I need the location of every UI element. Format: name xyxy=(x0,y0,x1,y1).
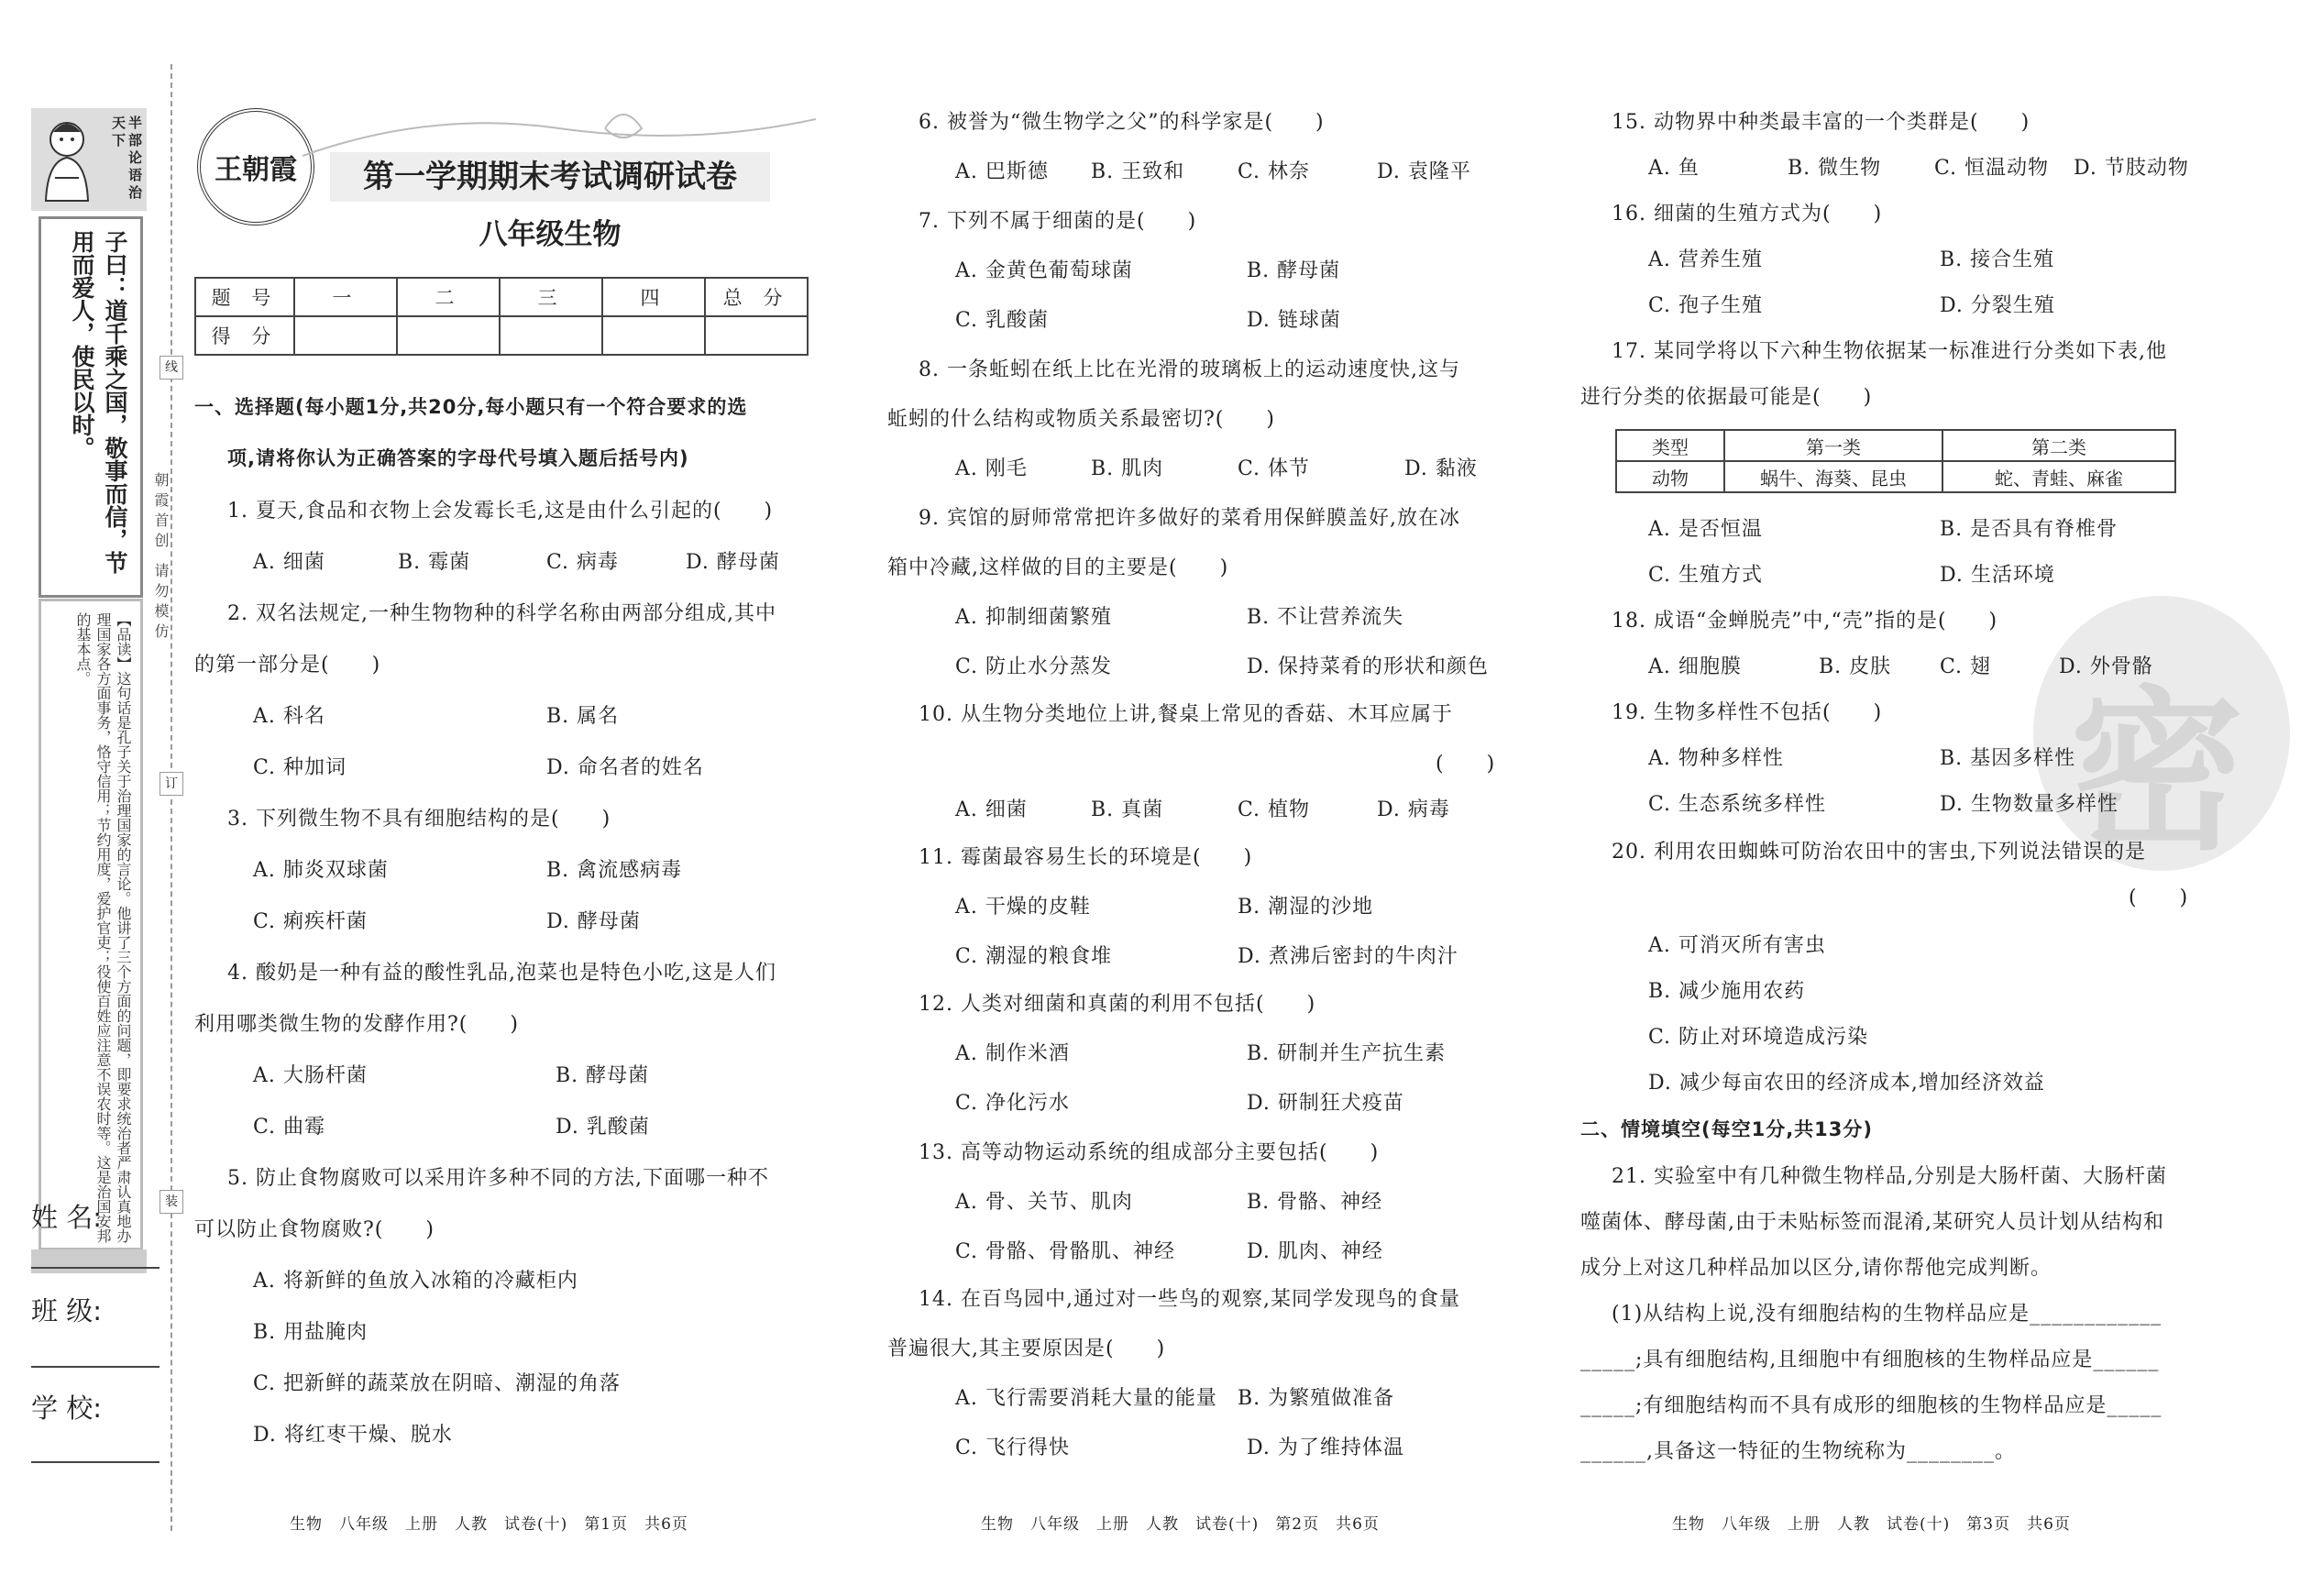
score-table xyxy=(194,277,809,356)
option[interactable]: B. 酵母菌 xyxy=(1247,259,1341,282)
table-cell: 蛇、青蛙、麻雀 xyxy=(1942,461,2175,492)
option[interactable]: C. 净化污水 xyxy=(955,1092,1071,1115)
score-table-header-row xyxy=(195,278,808,316)
question-12: 12. 人类对细菌和真菌的利用不包括( ) xyxy=(919,993,1316,1016)
question-2-cont: 的第一部分是( ) xyxy=(194,654,381,677)
option[interactable]: D. 链球菌 xyxy=(1247,309,1341,332)
option[interactable]: C. 痢疾杆菌 xyxy=(253,910,369,933)
classification-header-row xyxy=(1616,430,2175,461)
question-8-cont: 蚯蚓的什么结构或物质关系最密切?( ) xyxy=(887,408,1275,431)
page-footer: 生物 八年级 上册 人教 试卷(十) 第3页 共6页 xyxy=(1672,1515,2071,1534)
option[interactable]: B. 是否具有脊椎骨 xyxy=(1940,518,2118,541)
question-4-cont: 利用哪类微生物的发酵作用?( ) xyxy=(194,1013,519,1036)
reading-box xyxy=(39,599,143,1250)
option[interactable]: A. 物种多样性 xyxy=(1648,747,1784,770)
option[interactable]: A. 巴斯德 xyxy=(955,160,1049,183)
option[interactable]: B. 皮肤 xyxy=(1819,655,1892,678)
quote-text: 子曰：道千乘之国，敬事而信，节用而爱人，使民以时。 xyxy=(69,230,128,574)
option[interactable]: B. 真菌 xyxy=(1091,798,1164,821)
option[interactable]: C. 孢子生殖 xyxy=(1648,294,1764,317)
school-line[interactable] xyxy=(31,1461,160,1463)
option[interactable]: C. 生殖方式 xyxy=(1648,564,1764,587)
option[interactable]: D. 袁隆平 xyxy=(1377,160,1471,183)
page-footer: 生物 八年级 上册 人教 试卷(十) 第1页 共6页 xyxy=(290,1515,688,1534)
option[interactable]: A. 干燥的皮鞋 xyxy=(955,896,1091,919)
confucius-figure-icon xyxy=(35,114,99,205)
option[interactable]: D. 节肢动物 xyxy=(2074,157,2189,180)
question-6: 6. 被誉为“微生物学之父”的科学家是( ) xyxy=(919,111,1325,134)
option[interactable]: C. 防止水分蒸发 xyxy=(955,655,1113,678)
option[interactable]: D. 乳酸菌 xyxy=(556,1116,650,1139)
question-18: 18. 成语“金蝉脱壳”中,“壳”指的是( ) xyxy=(1612,610,1998,633)
option[interactable]: A. 可消灭所有害虫 xyxy=(1648,934,1826,957)
option[interactable]: C. 潮湿的粮食堆 xyxy=(955,945,1113,968)
option[interactable]: B. 王致和 xyxy=(1091,160,1185,183)
score-cell: 总 分 xyxy=(705,278,808,316)
option[interactable]: C. 体节 xyxy=(1238,457,1311,480)
brand-logo xyxy=(197,108,314,226)
class-line[interactable] xyxy=(31,1366,160,1368)
sidebar-footer-bar xyxy=(31,1249,147,1273)
option[interactable]: B. 接合生殖 xyxy=(1940,248,2055,271)
option[interactable]: A. 是否恒温 xyxy=(1648,518,1763,541)
option[interactable]: B. 基因多样性 xyxy=(1940,747,2076,770)
question-15: 15. 动物界中种类最丰富的一个类群是( ) xyxy=(1612,111,2030,134)
exam-title: 第一学期期末考试调研试卷 xyxy=(330,152,770,202)
option[interactable]: C. 乳酸菌 xyxy=(955,309,1050,332)
question-14: 14. 在百鸟园中,通过对一些鸟的观察,某同学发现鸟的食量 xyxy=(919,1288,1460,1311)
option[interactable]: A. 细菌 xyxy=(955,798,1028,821)
option[interactable]: B. 霉菌 xyxy=(398,551,471,574)
option[interactable]: A. 肺炎双球菌 xyxy=(253,859,389,882)
option[interactable]: A. 飞行需要消耗大量的能量 xyxy=(955,1387,1217,1410)
question-13: 13. 高等动物运动系统的组成部分主要包括( ) xyxy=(919,1141,1380,1164)
reading-text: 【品读】这句话是孔子关于治理国家的言论。他讲了三个方面的问题，即要求统治者严肃认真地办理国家各方面事务，恪守信用；节约用度，爱护官吏；役使百姓应注意不误农时等。这是治国安邦的基本点。 xyxy=(74,612,132,1243)
option[interactable]: C. 植物 xyxy=(1238,798,1311,821)
score-input-cell[interactable] xyxy=(705,316,808,355)
option[interactable]: D. 生活环境 xyxy=(1940,564,2055,587)
question-1: 1. 夏天,食品和衣物上会发霉长毛,这是由什么引起的( ) xyxy=(227,500,774,523)
option[interactable]: D. 减少每亩农田的经济成本,增加经济效益 xyxy=(1648,1072,2045,1095)
option[interactable]: D. 将红枣干燥、脱水 xyxy=(253,1424,453,1447)
binding-cut-line xyxy=(171,64,172,1531)
option[interactable]: D. 命名者的姓名 xyxy=(546,756,704,779)
option[interactable]: A. 营养生殖 xyxy=(1648,248,1763,271)
question-17: 17. 某同学将以下六种生物依据某一标准进行分类如下表,他 xyxy=(1612,340,2167,363)
option[interactable]: B. 研制并生产抗生素 xyxy=(1247,1042,1447,1065)
question-9-cont: 箱中冷藏,这样做的目的主要是( ) xyxy=(887,556,1229,579)
question-21-line: 成分上对这几种样品加以区分,请你帮他完成判断。 xyxy=(1580,1257,2052,1280)
option[interactable]: A. 将新鲜的鱼放入冰箱的冷藏柜内 xyxy=(253,1270,578,1293)
score-input-cell[interactable] xyxy=(602,316,705,355)
question-21: 21. 实验室中有几种微生物样品,分别是大肠杆菌、大肠杆菌 xyxy=(1612,1165,2167,1188)
question-17-cont: 进行分类的依据最可能是( ) xyxy=(1580,386,1873,409)
question-20: 20. 利用农田蜘蛛可防治农田中的害虫,下列说法错误的是 xyxy=(1612,841,2146,864)
option[interactable]: B. 属名 xyxy=(546,705,620,728)
option[interactable]: D. 酵母菌 xyxy=(686,551,780,574)
score-input-cell[interactable] xyxy=(397,316,500,355)
sidebar-banner xyxy=(31,108,147,211)
option[interactable]: A. 骨、关节、肌肉 xyxy=(955,1191,1133,1214)
option[interactable]: C. 骨骼、骨骼肌、神经 xyxy=(955,1240,1176,1263)
option[interactable]: C. 种加词 xyxy=(253,756,347,779)
question-21-blank-line[interactable]: _____;具有细胞结构,且细胞中有细胞核的生物样品应是______ xyxy=(1580,1348,2160,1371)
option[interactable]: D. 研制狂犬疫苗 xyxy=(1247,1092,1404,1115)
option[interactable]: B. 用盐腌肉 xyxy=(253,1321,369,1344)
name-label: 姓 名: xyxy=(31,1202,102,1233)
school-label: 学 校: xyxy=(31,1392,102,1424)
option[interactable]: C. 病毒 xyxy=(546,551,620,574)
cut-mark: 线 xyxy=(160,356,183,380)
option[interactable]: C. 曲霉 xyxy=(253,1116,326,1139)
question-7: 7. 下列不属于细菌的是( ) xyxy=(919,210,1197,233)
option[interactable]: D. 生物数量多样性 xyxy=(1940,793,2118,816)
option[interactable]: B. 酵母菌 xyxy=(556,1064,650,1087)
question-5: 5. 防止食物腐败可以采用许多种不同的方法,下面哪一种不 xyxy=(227,1167,769,1190)
score-cell: 得 分 xyxy=(195,316,294,355)
score-cell: 三 xyxy=(500,278,602,316)
exam-subtitle: 八年级生物 xyxy=(479,218,622,251)
option[interactable]: A. 抑制细菌繁殖 xyxy=(955,606,1112,629)
page-footer: 生物 八年级 上册 人教 试卷(十) 第2页 共6页 xyxy=(981,1515,1380,1534)
classification-data-row xyxy=(1616,461,2175,492)
score-cell: 四 xyxy=(602,278,705,316)
table-cell: 动物 xyxy=(1616,461,1724,492)
motto: 半部论语治天下 xyxy=(110,116,143,203)
option[interactable]: A. 鱼 xyxy=(1648,157,1700,180)
option[interactable]: B. 肌肉 xyxy=(1091,457,1164,480)
option[interactable]: D. 为了维持体温 xyxy=(1247,1436,1404,1459)
option[interactable]: A. 细菌 xyxy=(253,551,325,574)
question-8: 8. 一条蚯蚓在纸上比在光滑的玻璃板上的运动速度快,这与 xyxy=(919,358,1460,381)
option[interactable]: B. 为繁殖做准备 xyxy=(1238,1387,1395,1410)
seal-char: 密 xyxy=(2070,671,2245,874)
option[interactable]: C. 防止对环境造成污染 xyxy=(1648,1026,1869,1049)
classification-table xyxy=(1615,429,2176,493)
question-11: 11. 霉菌最容易生长的环境是( ) xyxy=(919,846,1253,869)
table-header-cell: 类型 xyxy=(1616,430,1724,461)
question-14-cont: 普遍很大,其主要原因是( ) xyxy=(887,1337,1166,1360)
option[interactable]: C. 飞行得快 xyxy=(955,1436,1071,1459)
option[interactable]: D. 黏液 xyxy=(1404,457,1478,480)
score-input-cell[interactable] xyxy=(294,316,397,355)
question-9: 9. 宾馆的厨师常常把许多做好的菜肴用保鲜膜盖好,放在冰 xyxy=(919,507,1460,530)
question-21-line: 噬菌体、酵母菌,由于未贴标签而混淆,某研究人员计划从结构和 xyxy=(1580,1211,2164,1234)
watermark-seal-icon xyxy=(2033,596,2290,874)
option[interactable]: C. 把新鲜的蔬菜放在阴暗、潮湿的角落 xyxy=(253,1372,622,1395)
section2-heading: 二、情境填空(每空1分,共13分) xyxy=(1580,1118,1874,1140)
question-10: 10. 从生物分类地位上讲,餐桌上常见的香菇、木耳应属于 xyxy=(919,703,1453,726)
option[interactable]: A. 细胞膜 xyxy=(1648,655,1742,678)
logo-text: 王朝霞 xyxy=(215,154,297,186)
question-5-cont: 可以防止食物腐败?( ) xyxy=(194,1218,435,1241)
question-21-blank-line[interactable]: _____;有细胞结构而不具有成形的细胞核的生物样品应是_____ xyxy=(1580,1394,2162,1417)
section1-heading-cont: 项,请将你认为正确答案的字母代号填入题后括号内) xyxy=(227,447,689,469)
option[interactable]: D. 酵母菌 xyxy=(546,910,641,933)
question-4: 4. 酸奶是一种有益的酸性乳品,泡菜也是特色小吃,这是人们 xyxy=(227,962,776,985)
option[interactable]: B. 潮湿的沙地 xyxy=(1238,896,1374,919)
option[interactable]: A. 大肠杆菌 xyxy=(253,1064,368,1087)
table-header-cell: 第二类 xyxy=(1942,430,2175,461)
option[interactable]: D. 煮沸后密封的牛肉汁 xyxy=(1238,945,1458,968)
option[interactable]: B. 微生物 xyxy=(1788,157,1882,180)
score-cell: 题 号 xyxy=(195,278,294,316)
score-cell: 二 xyxy=(397,278,500,316)
question-3: 3. 下列微生物不具有细胞结构的是( ) xyxy=(227,808,611,831)
cut-mark: 订 xyxy=(160,772,183,796)
name-line[interactable] xyxy=(31,1267,160,1269)
class-label: 班 级: xyxy=(31,1295,102,1326)
option[interactable]: C. 恒温动物 xyxy=(1934,157,2050,180)
question-19: 19. 生物多样性不包括( ) xyxy=(1612,701,1883,724)
option[interactable]: B. 不让营养流失 xyxy=(1247,606,1404,629)
option[interactable]: A. 金黄色葡萄球菌 xyxy=(955,259,1133,282)
option[interactable]: A. 刚毛 xyxy=(955,457,1028,480)
quote-box xyxy=(39,216,143,598)
option[interactable]: D. 病毒 xyxy=(1377,798,1450,821)
table-header-cell: 第一类 xyxy=(1724,430,1942,461)
score-input-cell[interactable] xyxy=(500,316,602,355)
question-2: 2. 双名法规定,一种生物物种的科学名称由两部分组成,其中 xyxy=(227,602,776,625)
section1-heading: 一、选择题(每小题1分,共20分,每小题只有一个符合要求的选 xyxy=(194,396,748,418)
table-cell: 蜗牛、海葵、昆虫 xyxy=(1724,461,1942,492)
score-table-score-row xyxy=(195,316,808,355)
score-cell: 一 xyxy=(294,278,397,316)
option[interactable]: A. 科名 xyxy=(253,705,325,728)
cut-mark: 装 xyxy=(160,1190,183,1214)
option[interactable]: D. 外骨骼 xyxy=(2059,655,2153,678)
option[interactable]: C. 生态系统多样性 xyxy=(1648,793,1827,816)
option[interactable]: C. 林奈 xyxy=(1238,160,1311,183)
option[interactable]: C. 翅 xyxy=(1940,655,1992,678)
answer-paren[interactable]: ( ) xyxy=(2129,886,2189,909)
option[interactable]: A. 制作米酒 xyxy=(955,1042,1070,1065)
option[interactable]: D. 肌肉、神经 xyxy=(1247,1240,1383,1263)
question-21-blank-line[interactable]: (1)从结构上说,没有细胞结构的生物样品应是____________ xyxy=(1612,1303,2162,1326)
option[interactable]: D. 保持菜肴的形状和颜色 xyxy=(1247,655,1489,678)
option[interactable]: B. 减少施用农药 xyxy=(1648,980,1806,1003)
question-16: 16. 细菌的生殖方式为( ) xyxy=(1612,203,1883,226)
option[interactable]: B. 骨骼、神经 xyxy=(1247,1191,1383,1214)
answer-paren[interactable]: ( ) xyxy=(1436,753,1496,776)
question-21-blank-line[interactable]: ______,具备这一特征的生物统称为________。 xyxy=(1580,1440,2016,1463)
option[interactable]: B. 禽流感病毒 xyxy=(546,859,683,882)
copyright-note: 朝霞首创 请勿模仿 xyxy=(152,472,170,644)
option[interactable]: D. 分裂生殖 xyxy=(1940,294,2055,317)
